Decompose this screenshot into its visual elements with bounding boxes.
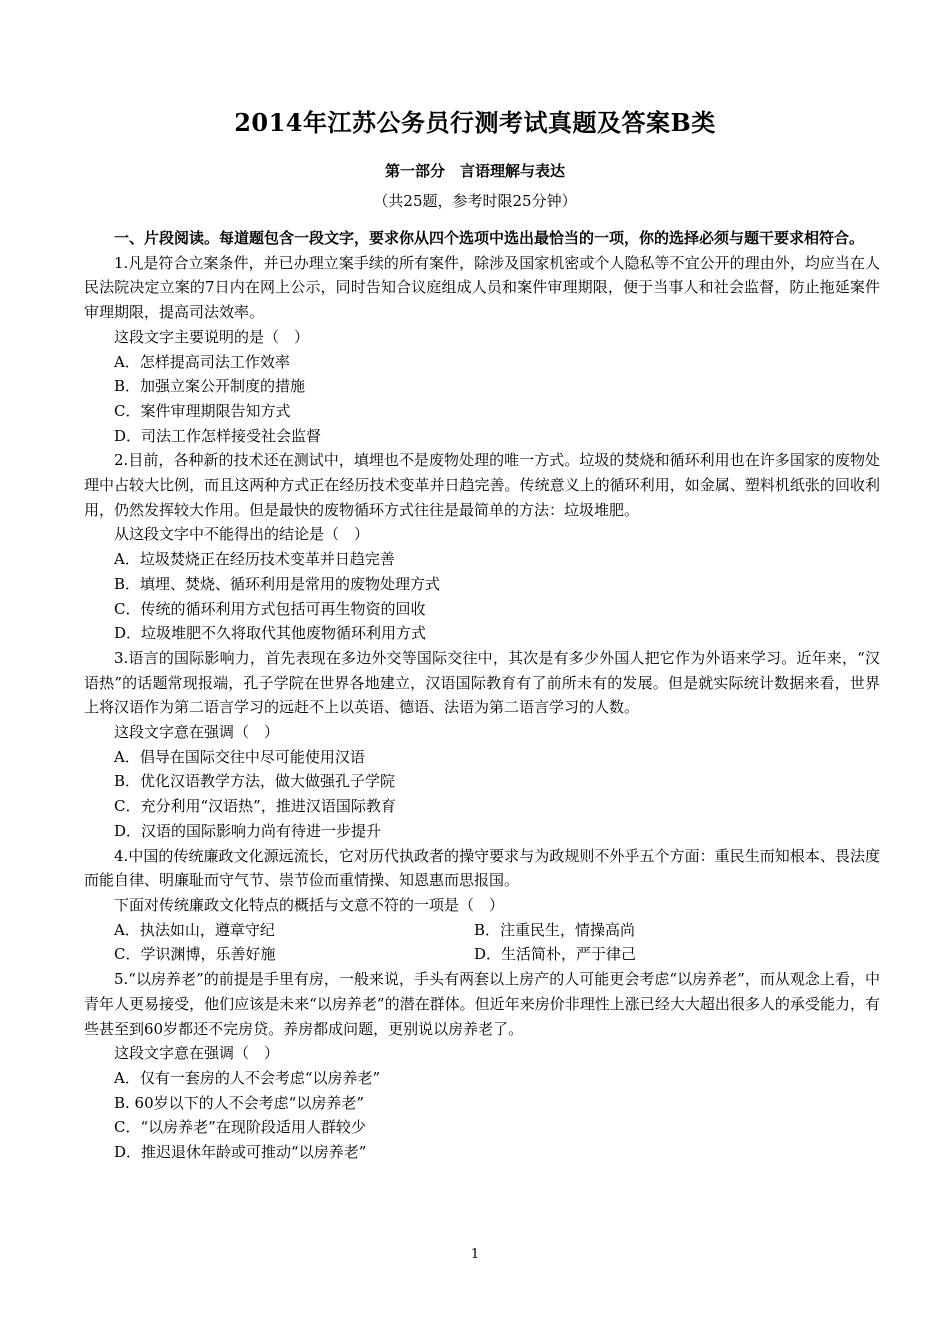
question-3-option-b: B．优化汉语教学方法，做大做强孔子学院 <box>114 772 396 791</box>
question-2-option-c: C．传统的循环利用方式包括可再生物资的回收 <box>114 599 426 618</box>
question-1-option-c: C．案件审理期限告知方式 <box>114 401 291 420</box>
question-3-option-d: D．汉语的国际影响力尚有待进一步提升 <box>114 821 382 840</box>
question-5-option-b: B. 60岁以下的人不会考虑“以房养老” <box>114 1093 364 1112</box>
question-3-option-c: C．充分利用“汉语热”，推进汉语国际教育 <box>114 797 396 816</box>
question-5-option-c: C．“以房养老”在现阶段适用人群较少 <box>114 1118 366 1137</box>
question-5-option-d: D．推迟退休年龄或可推动“以房养老” <box>114 1143 367 1162</box>
instruction: 一、片段阅读。每道题包含一段文字，要求你从四个选项中选出最恰当的一项，你的选择必须与题干要求相符合。 <box>114 229 865 247</box>
question-5-option-a: A．仅有一套房的人不会考虑“以房养老” <box>114 1068 381 1087</box>
question-4-options-row-2 <box>84 942 880 967</box>
question-2-passage: 2.目前，各种新的技术还在测试中，填埋也不是废物处理的唯一方式。垃圾的焚烧和循环利用也在许多国家的废物处理中占较大比例，而且这两种方式正在经历技术变革并日趋完善。传统意义上的循环利用，如金属、塑料机纸张的回收利用，仍然发挥较大作用。但是最快的废物循环方式往往是最简单的方法：垃圾堆肥。 <box>84 451 880 519</box>
question-4-options-row-1 <box>84 918 880 943</box>
question-1-option-b: B．加强立案公开制度的措施 <box>114 377 306 396</box>
question-4-option-c: C．学识渊博，乐善好施 <box>114 945 276 964</box>
question-4-option-b: B．注重民生，情操高尚 <box>474 920 636 939</box>
question-1-option-a: A．怎样提高司法工作效率 <box>114 352 290 371</box>
question-3-passage: 3.语言的国际影响力，首先表现在多边外交等国际交往中，其次是有多少外国人把它作为外语来学习。近年来，“汉语热”的话题常现报端，孔子学院在世界各地建立，汉语国际教育有了前所未有的发展。但是就实际统计数据来看，世界上将汉语作为第二语言学习的远赶不上以英语、德语、法语为第二语言学习的人数。 <box>84 648 880 717</box>
section-heading: 第一部分 言语理解与表达 <box>384 162 565 180</box>
question-5-passage: 5.“以房养老”的前提是手里有房，一般来说，手头有两套以上房产的人可能更会考虑“以房养老”，而从观念上看，中青年人更易接受，他们应该是未来“以房养老”的潜在群体。但近年来房价非理性上涨已经大大超出很多人的承受能力，有些甚至到60岁都还不完房贷。养房都成问题，更别说以房养老了。 <box>84 970 880 1038</box>
document-body <box>84 226 880 1165</box>
question-3-option-a: A．倡导在国际交往中尽可能使用汉语 <box>114 747 365 766</box>
question-1-passage: 1.凡是符合立案条件，并已办理立案手续的所有案件，除涉及国家机密或个人隐私等不宜公开的理由外，均应当在人民法院决定立案的7日内在网上公示，同时告知合议庭组成人员和案件审理期限，便于当事人和社会监督，防止拖延案件审理期限，提高司法效率。 <box>84 253 880 322</box>
question-2-stem: 从这段文字中不能得出的结论是（ ） <box>114 525 370 544</box>
page-number: 1 <box>470 1247 480 1262</box>
question-2-option-a: A．垃圾焚烧正在经历技术变革并日趋完善 <box>114 550 395 569</box>
question-2-option-d: D．垃圾堆肥不久将取代其他废物循环利用方式 <box>114 624 427 643</box>
question-1-option-d: D．司法工作怎样接受社会监督 <box>114 426 322 445</box>
question-1-stem: 这段文字主要说明的是（ ） <box>114 327 310 346</box>
question-2-option-b: B．填埋、焚烧、循环利用是常用的废物处理方式 <box>114 574 441 593</box>
document-title: 2014年江苏公务员行测考试真题及答案B类 <box>234 108 716 137</box>
section-note: （共25题，参考时限25分钟） <box>373 192 577 210</box>
question-4-option-d: D．生活简朴，严于律己 <box>474 945 637 964</box>
question-4-option-a: A．执法如山，遵章守纪 <box>114 920 275 939</box>
question-4-passage: 4.中国的传统廉政文化源远流长，它对历代执政者的操守要求与为政规则不外乎五个方面：重民生而知根本、畏法度而能自律、明廉耻而守气节、崇节俭而重情操、知恩惠而思报国。 <box>84 846 880 890</box>
question-5-stem: 这段文字意在强调（ ） <box>114 1044 280 1063</box>
question-3-stem: 这段文字意在强调（ ） <box>114 723 280 742</box>
question-4-stem: 下面对传统廉政文化特点的概括与文意不符的一项是（ ） <box>114 895 505 914</box>
